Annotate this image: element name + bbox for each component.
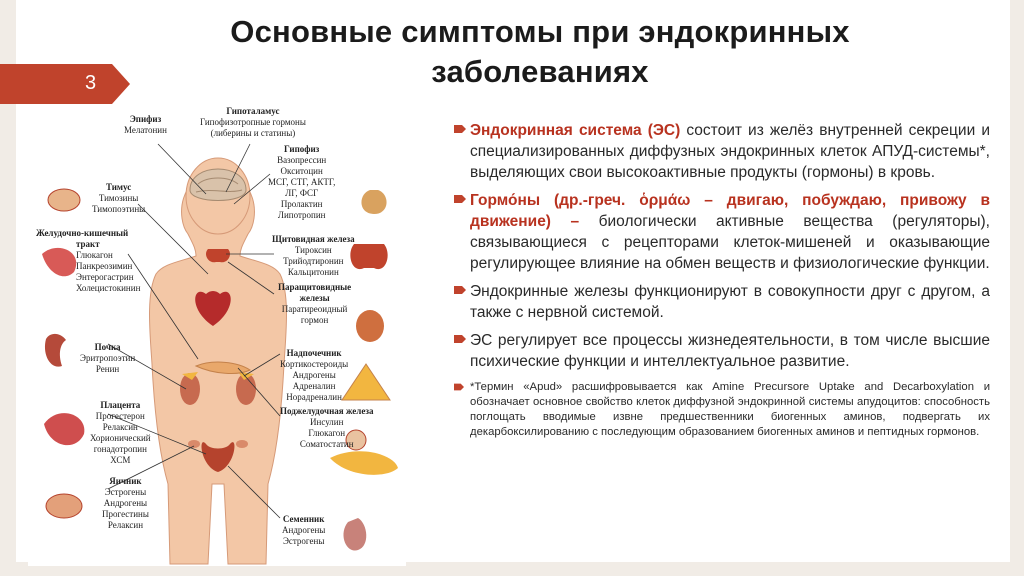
endocrine-anatomy-figure [28, 104, 406, 566]
label-gi-tract: Желудочно-кишечный тракт Глюкагон Панкреозимин Энтерогастрин Холецистокинин [36, 228, 141, 293]
apud-footnote [454, 380, 990, 440]
arrow-bullet-icon [454, 333, 466, 345]
thymus-illustration [48, 189, 80, 211]
label-pancreas: Поджелудочная железа Инсулин Глюкагон Соматостатин [280, 406, 374, 449]
body-illustration [28, 104, 406, 566]
bullet-glands-function [454, 281, 990, 323]
placenta-illustration [44, 413, 84, 445]
testis-illustration [343, 518, 366, 551]
pituitary-illustration [361, 190, 386, 214]
right-decor-band [1010, 0, 1024, 576]
pancreas-illustration [330, 451, 398, 475]
bullet-1-text: состоит из желёз внутренней секреции и специализированных диффузных эндокринных клеток АПУД-системы*, выделяющих свои высокоактивные продукты (гормоны) в кровь. [470, 122, 990, 181]
bullet-1-strong: Эндокринная система (ЭС) [470, 122, 681, 139]
footnote-text: *Термин «Apud» расшифровывается как Amine Precursore Uptake and Decarboxylation и обозначает основное свойство клеток диффузной эндокринной системы апудоцитов: способность поглощать вводимые извне предшественники биогенных аминов, подвергать их декарбоксилированию с последующим образованием биогенных аминов и пептидных гормонов. [470, 381, 990, 438]
bullet-4-text: ЭС регулирует все процессы жизнедеятельности, в том числе высшие психические функции и интеллектуальное развитие. [470, 332, 990, 370]
label-testis: Семенник Андрогены Эстрогены [282, 514, 326, 546]
ovary-illustration [46, 494, 82, 518]
bullet-3-text: Эндокринные железы функционируют в совокупности друг с другом, а также с нервной системой. [470, 283, 990, 321]
arrow-bullet-icon [454, 284, 466, 296]
label-hypothalamus: Гипоталамус Гипофизотропные гормоны (либерины и статины) [200, 106, 306, 138]
arrow-bullet-icon [454, 382, 464, 392]
adrenal-illustration [342, 364, 390, 400]
label-thyroid: Щитовидная железа Тироксин Трийодтиронин Кальцитонин [272, 234, 355, 277]
parathyroid-illustration [356, 310, 384, 342]
bullet-2-strong: Гормо́ны (др.-греч. ὁρμάω – двигаю, побуждаю, привожу в движение) – [470, 192, 990, 230]
slide-number: 3 [85, 72, 97, 94]
bullet-endocrine-system [454, 120, 990, 183]
arrow-bullet-icon [454, 193, 466, 205]
arrow-bullet-icon [454, 123, 466, 135]
label-pituitary: Гипофиз Вазопрессин Окситоцин МСГ, СТГ, АКТГ, ЛГ, ФСГ Пролактин Липотропин [268, 144, 336, 220]
label-parathyroid: Паращитовидные железы Паратиреоидный гормон [278, 282, 352, 325]
label-adrenal: Надпочечник Кортикостероиды Андрогены Адреналин Норадреналин [280, 348, 349, 402]
label-placenta: Плацента Прогестерон Релаксин Хорионический гонадотропин ХСМ [90, 400, 151, 465]
bullet-regulation [454, 330, 990, 372]
content-column [454, 120, 990, 447]
slide-title: Основные симптомы при эндокринных заболеваниях [230, 14, 850, 89]
label-thymus: Тимус Тимозины Тимопоэтины [92, 182, 146, 214]
label-kidney: Почка Эритропоэтин Ренин [80, 342, 136, 374]
bullet-2-text: биологически активные вещества (регуляторы), связывающиеся с рецепторами клеток-мишеней и оказывающие регулирующее влияние на обмен веществ и физиологические функции. [470, 213, 990, 272]
thyroid-illustration [350, 244, 387, 269]
label-ovary: Яичник Эстрогены Андрогены Прогестины Релаксин [102, 476, 149, 530]
label-pineal: Эпифиз Мелатонин [124, 114, 167, 135]
bullet-hormones [454, 190, 990, 274]
kidney-illustration [45, 334, 66, 367]
